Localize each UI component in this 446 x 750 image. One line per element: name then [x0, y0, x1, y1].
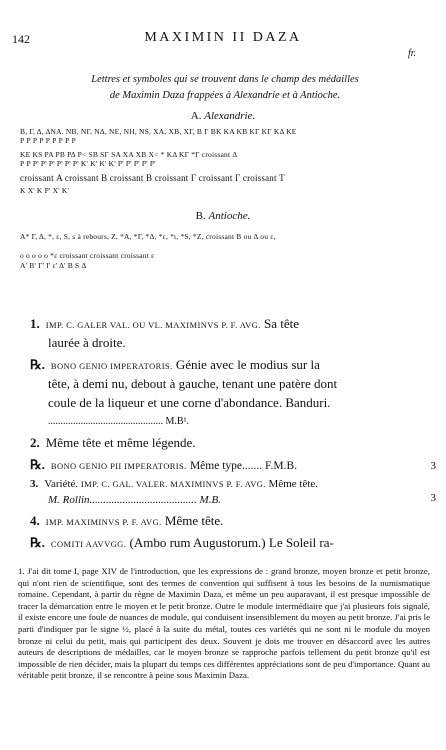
symbol-row: croissant Α croissant Β croissant Β croissant Γ croissant Γ croissant Τ: [20, 173, 285, 183]
reverse-legend: COMITI AAVVGG.: [50, 539, 127, 549]
symbol-row: Α' Β' Γ' Ι' ε' Δ' Β S Δ: [20, 261, 87, 270]
reverse-legend: BONO GENIO IMPERATORIS.: [50, 361, 173, 371]
symbol-row: Κ Χ' Κ Ρ' Χ' Κ': [20, 186, 70, 195]
symbol-row: Α* Γ, Δ, *, ε, S, s à rebours, Ζ, *Α, *Γ, *Δ, *ε, *ι, *S, *Ζ, croissant Β ou Δ ou ε,: [20, 232, 276, 241]
reverse-mark: ℞.: [30, 535, 45, 550]
coin-entry-2: [30, 434, 196, 452]
intro-line-2: de Maximin Daza frappées à Alexandrie et à Antioche.: [109, 90, 341, 101]
rarity-value: 3: [430, 492, 436, 504]
entry-text: Même tête.: [164, 513, 224, 528]
reverse-entry: [30, 356, 320, 375]
reverse-entry: [30, 456, 297, 475]
entry-line: tête, à demi nu, debout à gauche, tenant une patère dont: [48, 376, 338, 391]
section-name: Antioche.: [208, 210, 251, 222]
intro-line-1: Lettres et symboles qui se trouvent dans le champ des médailles: [91, 74, 359, 85]
intro-text: [30, 72, 420, 104]
reverse-legend: BONO GENIO PII IMPERATORIS.: [50, 461, 187, 471]
coin-entry-4: [30, 512, 223, 531]
entry-text: Sa tête: [264, 316, 300, 331]
section-letter: A.: [190, 110, 202, 122]
symbol-row: Β, Γ, Δ, ΔΝΑ. ΝΒ, ΝΓ, ΝΔ, ΝΕ, ΝΗ, ΝS, ΧΑ, ΧΒ, ΧΓ, Β Γ ΒΚ ΚΑ ΚΒ ΚΓ ΚΓ ΚΔ ΚΕ: [20, 127, 297, 136]
entry-number: 3.: [30, 478, 39, 490]
entry-line: M. Rollin....................................... M.B.: [48, 494, 221, 506]
section-heading-antioche: [0, 210, 446, 222]
footnote: 1. J'ai dit tome I, page XIV de l'introduction, que les expressions de : grand bronze, moyen bronze et petit bronze, qui n'ont rien de scientifique, sont des termes de convention qui suffisent à tous les besoins de la numismatique romaine. Cependant, à partir du règne de Maximin Daza, et même un peu auparavant, il est presque impossible de tracer la démarcation entre le moyen et le petit bronze. Outre le module intermédiaire que j'ai plusieurs fois signalé, il existe encore une foule de nuances de module, qui conduisent insensiblement du moyen au petit bronze. J'ai pris le parti d'indiquer par le signe ½, placé à la suite du métal, toutes ces variétés qui ne sont ni le module du moyen bronze ni celui du petit, mais qui participent des deux. Souvent je dois me trouver en désaccord avec les autres auteurs de descriptions de médailles, car le moyen bronze se rapproche parfois tellement du petit bronze qu'il est impossible de rien décider, mais la plupart du temps ces différentes appréciations sont de peu d'importance. Quant au véritable petit bronze, il se rencontre à peine sous Maximin Daza.: [18, 566, 430, 681]
entry-line: .............................................. M.B¹.: [48, 416, 190, 427]
symbol-row: Ρ Ρ Ρ' Ρ' Ρ' Ρ' Ρ' Ρ' Κ' Κ' Κ' Κ' Ρ' Ρ' Ρ' Ρ' Ρ': [20, 159, 156, 168]
symbol-row: ΚΕ ΚS ΡΑ ΡΒ ΡΔ Ρ< SΒ SΓ SΑ ΧΑ ΧΒ Χ< * ΚΔ ΚΓ *Γ croissant Δ: [20, 150, 238, 159]
rarity-value: 3: [430, 460, 436, 472]
entry-text: Génie avec le modius sur la: [175, 357, 320, 372]
entry-number: 4.: [30, 513, 40, 528]
entry-text: Même tête et même légende.: [45, 435, 196, 450]
reverse-mark: ℞.: [30, 357, 45, 372]
obverse-legend: IMP. C. GALER VAL. OU VL. MAXIMINVS P. F. AVG.: [45, 320, 261, 330]
marginal-note: fr.: [408, 48, 417, 59]
reverse-mark: ℞.: [30, 457, 45, 472]
section-letter: B.: [195, 210, 206, 222]
section-heading-alexandrie: [0, 110, 446, 122]
obverse-legend: IMP. C. GAL. VALER. MAXIMINVS P. F. AVG.: [80, 479, 266, 489]
symbol-row: ο ο ο ο ο *ε croissant croissant croissant ε: [20, 251, 155, 260]
entry-line: laurée à droite.: [48, 335, 126, 350]
entry-text: Même tête.: [268, 478, 319, 490]
symbol-row: Ρ Ρ Ρ Ρ Ρ Ρ Ρ Ρ Ρ: [20, 136, 76, 145]
entry-text: Même type....... F.M.B.: [189, 460, 298, 472]
obverse-legend: IMP. MAXIMINVS P. F. AVG.: [45, 517, 162, 527]
page-number: 142: [12, 32, 30, 46]
section-name: Alexandrie.: [204, 110, 256, 122]
entry-text: Variété.: [44, 478, 79, 490]
entry-line: coule de la liqueur et une corne d'abondance. Banduri.: [48, 395, 331, 410]
page-title: MAXIMIN II DAZA: [144, 30, 302, 45]
entry-text: (Ambo rum Augustorum.) Le Soleil ra-: [129, 535, 334, 550]
coin-entry-1: [30, 315, 299, 334]
entry-number: 2.: [30, 435, 40, 450]
entry-number: 1.: [30, 316, 40, 331]
reverse-entry: [30, 534, 334, 553]
